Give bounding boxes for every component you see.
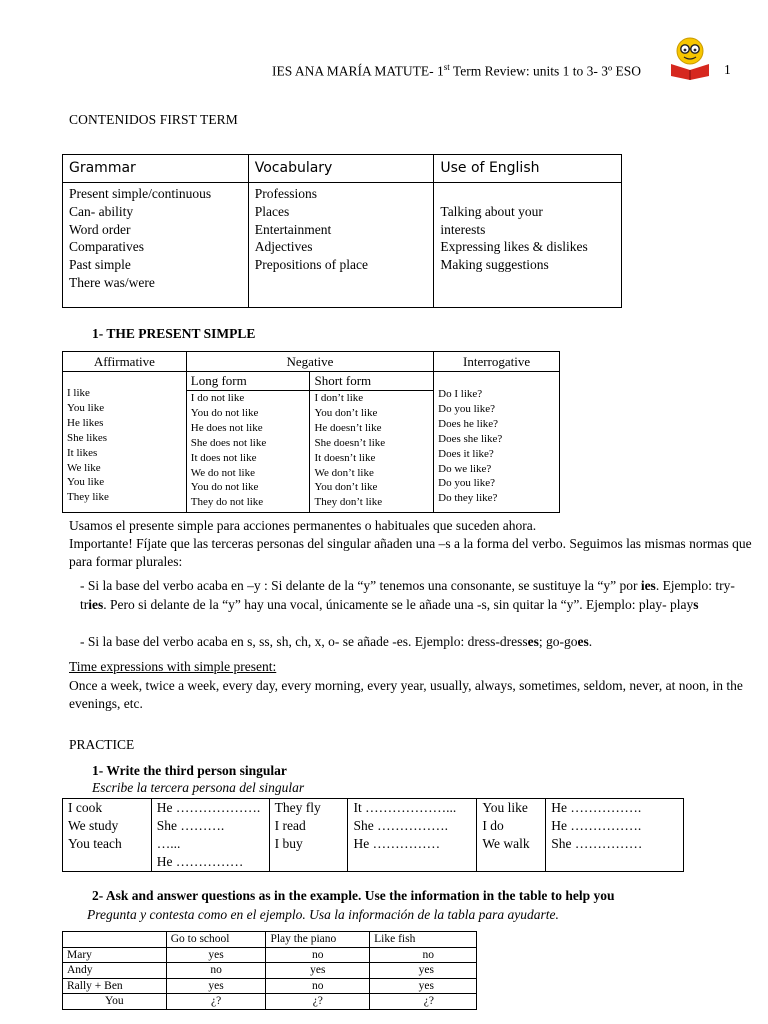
grammar-item: Word order (69, 221, 131, 237)
grammar-item: Can- ability (69, 203, 134, 219)
rule-y-ending (80, 577, 760, 614)
vocabulary-item: Professions (254, 186, 317, 201)
contents-table (62, 154, 622, 308)
interrogative-item: Do you like? (438, 477, 495, 490)
affirmative-list (63, 372, 187, 513)
vocabulary-item: Entertainment (254, 221, 332, 237)
affirmative-item: I like (67, 387, 90, 399)
long-form-list (186, 391, 310, 513)
rule-text: - Si la base del verbo acaba en s, ss, sh, ch, x, o- se añade -es. Ejemplo: dress-dress (80, 634, 528, 649)
table-cell: no (370, 947, 477, 963)
long-form-item: She does not like (190, 436, 267, 449)
exercise-1-subtitle: Escribe la tercera persona del singular (92, 780, 305, 795)
interrogative-item: Does she like? (438, 432, 503, 445)
table-row (63, 994, 477, 1010)
short-form-list (310, 391, 434, 513)
answer-blank[interactable]: He ………………. (156, 800, 261, 815)
subject-column (63, 799, 152, 872)
grammar-item: Present simple/continuous (69, 186, 212, 201)
long-form-item: They do not like (190, 496, 264, 509)
table-cell: no (266, 947, 370, 963)
reading-emoji-icon (668, 34, 712, 80)
table-cell: yes (370, 963, 477, 979)
vocabulary-item: Places (254, 203, 290, 219)
section-title-present-simple: 1- THE PRESENT SIMPLE (92, 326, 256, 341)
answer-blank[interactable]: She ……………. (353, 818, 448, 833)
grammar-item: Comparatives (69, 239, 144, 255)
table-cell: yes (166, 947, 266, 963)
explanation-paragraph (69, 517, 759, 571)
short-form-item: We don’t like (314, 466, 374, 479)
explanation-line: Usamos el presente simple para acciones permanentes o habituales que suceden ahora. (69, 518, 537, 533)
table-row (63, 978, 477, 994)
answer-column[interactable] (348, 799, 477, 872)
interrogative-item: Do you like? (438, 402, 495, 415)
explanation-line: Importante! Fíjate que las terceras personas del singular añaden una –s a la forma del verbo. Seguimos las mismas normas que para formar plurales: (69, 536, 752, 569)
use-item (440, 185, 615, 203)
vocabulary-item: Prepositions of place (254, 257, 368, 273)
rule-emphasis: ies (640, 578, 656, 593)
contents-title: CONTENIDOS FIRST TERM (69, 112, 238, 127)
header-short-form: Short form (310, 372, 434, 391)
verb-prompt: They fly (274, 800, 321, 815)
table-header (63, 932, 167, 948)
table-cell: yes (266, 963, 370, 979)
table-cell[interactable]: ¿? (166, 994, 266, 1010)
subject-column (269, 799, 348, 872)
interrogative-item: Do I like? (438, 388, 483, 400)
verb-prompt: You teach (68, 836, 122, 851)
long-form-item: You do not like (190, 406, 259, 419)
header-vocabulary: Vocabulary (248, 155, 434, 183)
affirmative-item: She likes (67, 431, 108, 444)
header-title: IES ANA MARÍA MATUTE- 1st Term Review: units 1 to 3- 3º ESO (272, 62, 642, 79)
long-form-item: You do not like (190, 481, 259, 494)
short-form-item: They don’t like (314, 496, 383, 509)
header-affirmative: Affirmative (63, 352, 187, 372)
page-number: 1 (724, 62, 731, 77)
rule-es-ending (80, 634, 760, 650)
header-interrogative: Interrogative (434, 352, 560, 372)
row-name: You (63, 994, 167, 1010)
answer-blank[interactable]: It ………………... (353, 800, 457, 815)
answer-blank[interactable]: He …………… (156, 854, 244, 869)
page-header (0, 58, 768, 82)
exercise-2-table (62, 931, 477, 1010)
short-form-item: You don’t like (314, 481, 378, 494)
short-form-item: He doesn’t like (314, 421, 382, 434)
verb-prompt: I read (274, 818, 306, 833)
short-form-item: You don’t like (314, 406, 378, 419)
row-name: Rally + Ben (63, 978, 167, 994)
interrogative-item: Do they like? (438, 492, 498, 505)
subject-column (477, 799, 546, 872)
answer-blank[interactable]: She ………. (156, 818, 225, 833)
rule-text: . Pero si delante de la “y” hay una vocal, únicamente se le añade una -s, sin quitar la “y”. Ejemplo: play- play (103, 596, 694, 612)
rule-text: - Si la base del verbo acaba en –y : Si delante de la “y” tenemos una consonante, se sustituye la “y” por (80, 578, 641, 593)
grammar-item: Past simple (69, 257, 131, 273)
present-simple-table (62, 351, 560, 513)
answer-column[interactable] (151, 799, 269, 872)
rule-emphasis: ies (88, 596, 104, 612)
header-grammar: Grammar (63, 155, 249, 183)
table-cell: yes (166, 978, 266, 994)
answer-column[interactable] (546, 799, 684, 872)
answer-blank[interactable]: He …………… (353, 836, 441, 851)
rule-emphasis: es (577, 634, 589, 649)
table-cell[interactable]: ¿? (266, 994, 370, 1010)
rule-emphasis: es (527, 634, 539, 649)
use-item: Expressing likes & dislikes (440, 239, 588, 255)
table-row (63, 947, 477, 963)
rule-emphasis: s (693, 596, 699, 612)
answer-blank[interactable]: He ……………. (551, 800, 642, 815)
table-cell: no (266, 978, 370, 994)
table-cell: no (166, 963, 266, 979)
grammar-cell (63, 183, 249, 308)
exercise-1-table (62, 798, 684, 872)
interrogative-item: Does it like? (438, 447, 494, 460)
affirmative-item: They like (67, 491, 109, 504)
use-item: interests (440, 221, 486, 237)
practice-title: PRACTICE (69, 737, 135, 752)
short-form-item: I don’t like (314, 392, 364, 404)
table-row (63, 963, 477, 979)
table-header: Play the piano (266, 932, 370, 948)
long-form-item: It does not like (190, 451, 257, 464)
affirmative-item: You like (67, 476, 105, 489)
vocabulary-cell (248, 183, 434, 308)
interrogative-list (434, 372, 560, 513)
verb-prompt: I buy (274, 836, 303, 851)
header-negative: Negative (186, 352, 433, 372)
short-form-item: She doesn’t like (314, 436, 386, 449)
verb-prompt: I cook (68, 800, 103, 815)
use-of-english-cell (434, 183, 622, 308)
exercise-2-subtitle: Pregunta y contesta como en el ejemplo. Usa la información de la tabla para ayudarte. (87, 907, 559, 922)
grammar-item: There was/were (69, 274, 155, 290)
answer-blank[interactable]: He ……………. (551, 818, 642, 833)
answer-blank[interactable]: She …………… (551, 836, 643, 851)
use-item: Talking about your (440, 203, 543, 219)
header-use-of-english: Use of English (434, 155, 622, 183)
rule-text: . (588, 634, 593, 649)
row-name: Mary (63, 947, 167, 963)
table-cell: yes (370, 978, 477, 994)
rule-text: . Ejemplo: try- tr (80, 578, 735, 612)
long-form-item: We do not like (190, 466, 255, 479)
answer-blank[interactable]: …... (156, 836, 181, 851)
verb-prompt: You like (482, 800, 528, 815)
table-header: Go to school (166, 932, 266, 948)
long-form-item: He does not like (190, 421, 263, 434)
verb-prompt: We study (68, 818, 119, 833)
time-expressions-title: Time expressions with simple present: (69, 659, 277, 674)
verb-prompt: I do (482, 818, 504, 833)
vocabulary-item: Adjectives (254, 239, 313, 255)
table-cell[interactable]: ¿? (370, 994, 477, 1010)
exercise-1-title: 1- Write the third person singular (92, 763, 287, 778)
short-form-item: It doesn’t like (314, 451, 376, 464)
interrogative-item: Does he like? (438, 417, 499, 430)
long-form-item: I do not like (190, 392, 245, 404)
affirmative-item: You like (67, 401, 105, 414)
exercise-2-title: 2- Ask and answer questions as in the example. Use the information in the table to help you (92, 888, 615, 903)
affirmative-item: We like (67, 461, 101, 474)
use-item: Making suggestions (440, 257, 549, 273)
row-name: Andy (63, 963, 167, 979)
affirmative-item: He likes (67, 416, 104, 429)
verb-prompt: We walk (482, 836, 530, 851)
time-expressions-body: Once a week, twice a week, every day, every morning, every year, usually, always, sometimes, seldom, never, at noon, in the evenings, etc. (69, 678, 743, 711)
header-long-form: Long form (186, 372, 310, 391)
affirmative-item: It likes (67, 446, 98, 459)
rule-text: ; go-go (538, 634, 578, 649)
table-header: Like fish (370, 932, 477, 948)
interrogative-item: Do we like? (438, 462, 492, 475)
